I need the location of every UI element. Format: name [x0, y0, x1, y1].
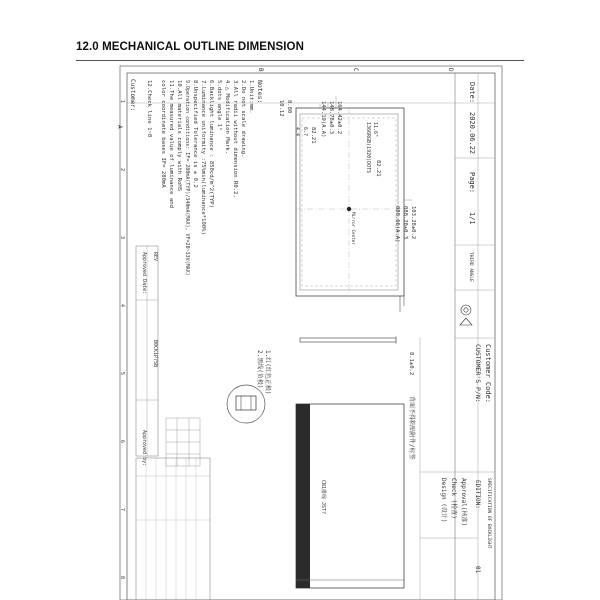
- frame-col-4: 4: [119, 304, 125, 308]
- note-line-1: 1.Unit:mm.: [248, 80, 254, 114]
- frame-col-6: 6: [119, 440, 125, 444]
- drawing-number: B0CK1P75B: [152, 340, 158, 368]
- back-note: 背面不得粘贴附件/标签: [408, 396, 415, 460]
- date-label: Date:: [468, 82, 476, 104]
- note-line-2: 2.Do not scale drawing.: [240, 80, 246, 158]
- note-line-8: 8.Unspecified Tolerance is ± 0.2: [192, 80, 198, 188]
- design-label: Design (设计): [440, 478, 447, 523]
- dim-left-offset-1: 8.80: [286, 100, 292, 114]
- note-line-5: 5.dots angle 1°: [216, 80, 222, 131]
- note-line-12: color coordinate bases IF= 280mA: [160, 80, 166, 188]
- approved-by-label: Approved by:: [141, 430, 147, 467]
- frame-col-3: 3: [119, 236, 125, 240]
- note-line-13: 12.Check line 1~8: [146, 80, 152, 138]
- customer-label: Customer:: [129, 79, 136, 112]
- page-value: 1/1: [468, 212, 476, 225]
- dim-side-2: 6.7: [302, 127, 308, 137]
- customer-code-label: Customer Code:: [484, 344, 492, 404]
- frame-col-1: 1: [119, 100, 125, 104]
- check-label: Check (检查): [450, 478, 457, 519]
- note-line-7: 7.Luminance uniformity :75%min(luminance*100%): [200, 80, 206, 235]
- frame-col-5: 5: [119, 372, 125, 376]
- panel-model-line: 1366RGB(1920)DOTS: [365, 122, 371, 174]
- dim-width-bezel: 148.78±0.3: [328, 101, 334, 135]
- frame-row-b: B: [257, 68, 264, 72]
- panel-size: 11.6": [372, 122, 378, 138]
- page-label: Page:: [468, 172, 476, 194]
- frame-row-c: C: [352, 68, 359, 72]
- dim-height-active: 088.66(A.A): [394, 206, 400, 243]
- connector-callout-2: 2.黑线(负极): [256, 350, 263, 389]
- dim-left-offset-2: 10.12: [278, 100, 284, 117]
- frame-row-d: D: [447, 68, 454, 72]
- edition-label: EDITION:: [474, 480, 481, 509]
- note-line-4: 4.△ Modification Mark.: [224, 80, 230, 155]
- edition-value: 01: [474, 566, 481, 574]
- date-value: 2020.06.22: [468, 112, 476, 155]
- dim-height-outline: 103.28±0.2: [410, 206, 416, 240]
- note-line-6: 6.Backlight luminance : 850cd/m^2(TYP): [208, 80, 214, 208]
- connector-callout-1: 1.红(红色正极): [264, 350, 271, 395]
- dim-thickness: 8.1±0.2: [408, 352, 414, 376]
- frame-col-2: 2: [119, 168, 125, 172]
- note-line-9: 9.Operation conditions: IF= 280mA(TYP)/340mA(MAX), VF=28~33V(MAX): [184, 80, 190, 276]
- customer-pn-label: CUSTOMER'S P/N:: [474, 344, 482, 403]
- dim-height-mid: 82.21: [375, 160, 381, 177]
- mirror-center-mark: [347, 207, 351, 211]
- note-line-11: 11.The measured value of luminance and: [168, 80, 174, 208]
- mirror-center-label: Mirror Center: [351, 212, 356, 245]
- frame-row-a: A: [116, 125, 123, 129]
- spec-label: SPECIFICATION OF BACKLIGHT: [486, 478, 491, 549]
- approval-label: Approval(核准): [460, 478, 467, 527]
- section-title: 12.0 MECHANICAL OUTLINE DIMENSION: [76, 41, 304, 53]
- dim-width-active: 144.19(A.A): [320, 101, 326, 138]
- rev-label: REV: [152, 252, 158, 262]
- projection-label: THIRD ANGLE: [468, 252, 473, 282]
- notes-title: Notes:: [256, 80, 264, 104]
- dim-half-width: 82.21: [310, 127, 316, 144]
- dim-height-bezel: 088.20±0.3: [402, 206, 408, 240]
- note-line-3: 3.All radii without dimension R0.2.: [232, 80, 238, 198]
- frame-col-8: 8: [119, 576, 125, 580]
- approved-date-label: Approved Date:: [141, 252, 147, 295]
- dim-side-1: 4.4: [294, 127, 300, 137]
- back-panel-edge: [296, 404, 310, 588]
- fpc-label: CN1排线 JST?: [320, 480, 326, 515]
- dim-width-outline: 164.42±0.2: [336, 101, 342, 135]
- frame-col-7: 7: [119, 508, 125, 512]
- note-line-10: 10.All materials comply with RoHS: [176, 80, 182, 192]
